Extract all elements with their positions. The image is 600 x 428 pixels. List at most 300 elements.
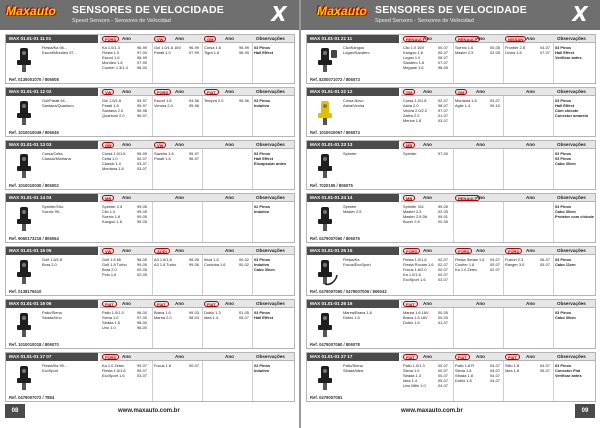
observation: 02 Pinos xyxy=(254,363,271,368)
column-divider xyxy=(202,96,203,136)
model-year: 09-10 xyxy=(490,103,500,108)
brand-badge: VW xyxy=(154,142,166,148)
application-list xyxy=(42,204,98,214)
column-header-ano: Ano xyxy=(122,36,131,41)
column-header-ano: Ano xyxy=(476,142,485,147)
observation: Com chicote xyxy=(555,108,579,113)
model-year: 98-00 xyxy=(137,65,147,70)
vehicle-model: Santana 2.0 xyxy=(102,108,123,113)
vehicle-model: Verona 2.0 xyxy=(154,103,173,108)
observation: Cabo 30cm xyxy=(555,315,576,320)
product-list xyxy=(0,34,299,404)
column-divider xyxy=(252,149,253,189)
table-header xyxy=(100,194,295,202)
model-year: 04-07 xyxy=(490,373,500,378)
table-header xyxy=(401,88,596,96)
column-header-ano: Ano xyxy=(526,301,535,306)
product-entry xyxy=(306,87,596,137)
brand-badge: MB xyxy=(403,195,415,201)
vehicle-model-column xyxy=(204,257,238,267)
model-year-column xyxy=(239,257,252,267)
model-year-column xyxy=(438,45,452,70)
vehicle-model: EcoSport 1.6 xyxy=(403,277,426,282)
application-list xyxy=(343,204,399,214)
vehicle-model: Idea 1.4 xyxy=(204,315,219,320)
observation: Hall Effect xyxy=(555,50,575,55)
model-year-column xyxy=(239,98,252,103)
vehicle-model: Master 2.5 xyxy=(403,209,422,214)
column-header-ano: Ano xyxy=(526,248,535,253)
column-header-observacoes: Observações xyxy=(557,248,586,253)
model-year: 03-07 xyxy=(438,277,448,282)
model-year: 99-05 xyxy=(137,219,147,224)
vehicle-model: Scenic 1.6 xyxy=(455,45,474,50)
model-year-column xyxy=(137,98,151,118)
footer-url[interactable]: www.maxauto.com.br xyxy=(401,408,463,414)
vehicle-table xyxy=(401,300,596,348)
column-header-observacoes: Observações xyxy=(557,142,586,147)
vehicle-model: Master 2.5 xyxy=(455,50,474,55)
vehicle-model: Quantum 2.0 xyxy=(102,113,125,118)
vehicle-model: Gol 1.6/1.8 xyxy=(102,98,122,103)
model-year: 96-99 xyxy=(239,45,249,50)
page-title: SENSORES DE VELOCIDADE xyxy=(72,4,225,16)
vehicle-model: Vectra 2.0/2.2 xyxy=(403,108,428,113)
product-photo xyxy=(310,98,340,128)
application-line: Doblo 1.6 xyxy=(343,315,360,320)
product-code: MAX 01.01-01 26 16 xyxy=(307,300,399,308)
application-line: Scenic 99... xyxy=(42,209,63,214)
column-header-ano: Ano xyxy=(476,301,485,306)
vehicle-model: Marea 2.0 xyxy=(154,315,172,320)
vehicle-model: Strada 1.5 xyxy=(102,320,120,325)
model-year: 05-07 xyxy=(239,315,249,320)
vehicle-model: Golf 1.8 Turbo xyxy=(102,262,127,267)
observation: Hall Effect xyxy=(254,156,274,161)
vehicle-model: Parati 1.8 xyxy=(102,103,119,108)
column-header-ano: Ano xyxy=(175,354,184,359)
column-divider xyxy=(252,308,253,348)
column-divider xyxy=(503,361,504,401)
vehicle-model: Ka 1.0/1.6 xyxy=(403,272,421,277)
product-code: MAX 01.01-01 13 03 xyxy=(6,141,98,149)
model-year: 95-98 xyxy=(137,108,147,113)
black-sensor-icon xyxy=(9,45,39,75)
observation-column xyxy=(254,151,294,166)
application-line: Golf 1.6/1.8 xyxy=(42,257,63,262)
observation-column xyxy=(254,204,294,214)
model-year: 04-07 xyxy=(490,368,500,373)
column-header-ano: Ano xyxy=(476,89,485,94)
model-year: 00-05 xyxy=(438,310,448,315)
vehicle-model-column xyxy=(455,257,489,272)
vehicle-model-column xyxy=(102,204,136,224)
vehicle-model-column xyxy=(102,363,136,378)
vehicle-table xyxy=(401,353,596,401)
vehicle-model-column xyxy=(204,98,238,103)
model-year: 99-03 xyxy=(189,310,199,315)
column-header-ano: Ano xyxy=(175,301,184,306)
column-header-observacoes: Observações xyxy=(557,195,586,200)
column-divider xyxy=(152,361,153,401)
vehicle-table xyxy=(401,88,596,136)
observation: 03 Pinos xyxy=(254,257,271,262)
reference-number: Ref. 1010010067 / 806074 xyxy=(310,130,360,135)
vehicle-model-column xyxy=(102,98,136,118)
model-year: 00-07 xyxy=(438,50,448,55)
product-code: MAX 01.01-01 11 01 xyxy=(6,35,98,43)
model-year: 01-07 xyxy=(438,320,448,325)
vehicle-model: Fiesta Sedan 1.6 xyxy=(455,257,485,262)
page-subtitle: Speed Sensors - Sensores de Velocidad xyxy=(72,18,171,24)
model-year: 00-05 xyxy=(438,219,448,224)
model-year-column xyxy=(490,98,503,108)
model-year-column xyxy=(438,310,452,325)
product-photo xyxy=(9,257,39,287)
product-entry xyxy=(306,352,596,402)
reference-number: Ref. 7020195 / 806075 xyxy=(310,183,353,188)
model-year: 04-07 xyxy=(540,45,550,50)
model-year-column xyxy=(189,363,202,368)
brand-badge: GM xyxy=(102,142,114,148)
product-code: MAX 01.01-01 22 12 xyxy=(307,88,399,96)
application-line: Santana/Quantum xyxy=(42,103,74,108)
column-divider xyxy=(202,308,203,348)
vehicle-model: Palio 1.0/1.3 xyxy=(403,363,425,368)
product-photo xyxy=(9,363,39,393)
model-year: 94-96 xyxy=(189,98,199,103)
reference-number: Ref. 1010010049 / 806046 xyxy=(9,130,59,135)
column-header-ano: Ano xyxy=(526,142,535,147)
brand-badge: GM xyxy=(403,89,415,95)
vehicle-model: Focus 1.6 xyxy=(154,363,172,368)
model-year: 04-07 xyxy=(540,363,550,368)
vehicle-table xyxy=(100,141,295,189)
column-divider xyxy=(553,43,554,83)
vehicle-model: Siena 1.0 xyxy=(102,315,119,320)
column-header-ano: Ano xyxy=(225,36,234,41)
vehicle-model: Gol 1.0/1.6 16V xyxy=(154,45,182,50)
product-code: MAX 01.01-01 15 05 xyxy=(6,247,98,255)
vehicle-model: Zafira 2.0 xyxy=(403,113,420,118)
column-header-ano: Ano xyxy=(225,89,234,94)
vehicle-model: Montana 1.8 xyxy=(455,98,477,103)
column-header-ano: Ano xyxy=(476,248,485,253)
vehicle-model-column xyxy=(505,363,539,373)
vehicle-model: Escort 1.8 xyxy=(154,98,172,103)
product-entry xyxy=(5,299,295,349)
reference-number: Ref. 0479007060 / 806076 xyxy=(310,236,360,241)
application-line: EcoSport xyxy=(42,368,59,373)
product-code: MAX 01.01-01 25 15 xyxy=(307,247,399,255)
model-year: 98-05 xyxy=(137,257,147,262)
application-list xyxy=(343,45,399,55)
observation: Indutivo xyxy=(254,262,270,267)
model-year: 95-96 xyxy=(239,98,249,103)
vehicle-model-column xyxy=(102,151,136,171)
model-year: 95-97 xyxy=(189,151,199,156)
footer-url[interactable]: www.maxauto.com.br xyxy=(118,408,180,414)
vehicle-model: Fiesta 1.0/1.6 xyxy=(102,368,126,373)
vehicle-model: Sandero 1.6 xyxy=(403,60,425,65)
column-divider xyxy=(453,96,454,136)
column-header-ano: Ano xyxy=(225,195,234,200)
vehicle-model: Meriva 1.8 xyxy=(403,118,422,123)
application-line: Master 2.5 xyxy=(343,209,362,214)
vehicle-model: Tempra 2.0 xyxy=(204,98,224,103)
column-divider xyxy=(252,202,253,242)
column-header-ano: Ano xyxy=(423,301,432,306)
brand-badge: FORD xyxy=(102,36,119,42)
model-year-column xyxy=(438,151,452,156)
vehicle-model: Fiesta 1.0/1.6 xyxy=(403,257,427,262)
observation: Conector amarelo xyxy=(555,113,589,118)
brand-badge: FIAT xyxy=(403,301,418,307)
application-line: Fiesta/Ka 99... xyxy=(42,363,68,368)
model-year: 00-07 xyxy=(137,156,147,161)
model-year: 01-05 xyxy=(239,310,249,315)
column-divider xyxy=(202,255,203,295)
column-divider xyxy=(503,96,504,136)
column-header-observacoes: Observações xyxy=(256,354,285,359)
product-code: MAX 01.01-01 14 04 xyxy=(6,194,98,202)
model-year: 02-07 xyxy=(438,257,448,262)
column-header-observacoes: Observações xyxy=(256,142,285,147)
brand-badge: MB xyxy=(403,142,415,148)
vehicle-model: Parati 1.0 xyxy=(154,50,171,55)
column-divider xyxy=(553,202,554,242)
application-line: Strada/Idea xyxy=(343,368,364,373)
column-header-observacoes: Observações xyxy=(557,89,586,94)
model-year: 00-05 xyxy=(137,267,147,272)
model-year: 00-07 xyxy=(438,363,448,368)
application-line: Logan/Sandero xyxy=(343,50,370,55)
column-divider xyxy=(152,308,153,348)
reference-number: Ref. 1010010030 / 806002 xyxy=(9,183,59,188)
model-year: 00-07 xyxy=(438,373,448,378)
vehicle-model: Ka 1.0 Zetec xyxy=(102,363,125,368)
column-divider xyxy=(202,149,203,189)
model-year: 03-07 xyxy=(137,161,147,166)
product-photo xyxy=(310,257,340,287)
model-year: 97-07 xyxy=(438,108,448,113)
reference-number: Ref. 8200071072 / 806073 xyxy=(310,77,360,82)
application-line: Strada/Uno xyxy=(42,315,62,320)
product-photo xyxy=(9,45,39,75)
column-header-ano: Ano xyxy=(423,89,432,94)
brand-logo: Maxauto xyxy=(317,4,368,18)
black-sensor-icon xyxy=(9,310,39,340)
column-divider xyxy=(152,202,153,242)
model-year: 03-07 xyxy=(137,373,147,378)
model-year: 00-02 xyxy=(239,262,249,267)
application-line: Marea/Brava 1.6 xyxy=(343,310,372,315)
product-entry xyxy=(5,193,295,243)
application-line: Sprinter xyxy=(343,204,357,209)
page-title: SENSORES DE VELOCIDADE xyxy=(375,4,528,16)
column-header-ano: Ano xyxy=(423,142,432,147)
application-line: Corsa/Celta xyxy=(42,151,63,156)
brand-badge: RENAULT xyxy=(455,36,480,42)
application-line: Classic/Montana xyxy=(42,156,71,161)
model-year: 97-99 xyxy=(189,50,199,55)
product-code: MAX 01.01-01 24 14 xyxy=(307,194,399,202)
brand-badge: FIAT xyxy=(505,354,520,360)
column-divider xyxy=(202,43,203,83)
application-list xyxy=(343,363,399,373)
observation: 03 Pinos xyxy=(555,310,572,315)
vehicle-model-column xyxy=(102,310,136,330)
model-year: 95-96 xyxy=(189,103,199,108)
column-header-ano: Ano xyxy=(423,195,432,200)
cable-sensor-icon xyxy=(310,257,340,287)
vehicle-model-column xyxy=(505,45,539,55)
vehicle-model-column xyxy=(403,310,437,325)
column-divider xyxy=(503,43,504,83)
model-year: 99-06 xyxy=(189,262,199,267)
application-list xyxy=(343,151,399,156)
column-header-ano: Ano xyxy=(175,142,184,147)
model-year: 04-07 xyxy=(490,257,500,262)
product-photo xyxy=(310,363,340,393)
model-year-column xyxy=(490,45,503,55)
vehicle-model: A3 1.8 Turbo xyxy=(154,262,177,267)
vehicle-table xyxy=(100,88,295,136)
column-header-ano: Ano xyxy=(175,36,184,41)
column-header-ano: Ano xyxy=(122,301,131,306)
observation: Hall Effect xyxy=(254,315,274,320)
product-code: MAX 01.01-01 17 07 xyxy=(6,353,98,361)
page-header xyxy=(301,0,600,30)
reference-number: Ref. 0479007060 / 806078 xyxy=(310,342,360,347)
column-divider xyxy=(553,255,554,295)
vehicle-model: Fiesta Rocam 1.6 xyxy=(403,262,434,267)
model-year-column xyxy=(239,310,252,320)
column-divider xyxy=(252,96,253,136)
application-list xyxy=(42,363,98,373)
observation: 03 Pinos xyxy=(555,204,572,209)
brand-badge: VW xyxy=(102,89,114,95)
model-year: 99-07 xyxy=(137,363,147,368)
observation: Protetor com chicote xyxy=(555,214,594,219)
application-line: Bora 2.0 xyxy=(42,262,57,267)
observation-column xyxy=(555,363,595,378)
brand-badge: FORD xyxy=(455,248,472,254)
vehicle-model-column xyxy=(403,204,437,224)
model-year: 02-05 xyxy=(490,50,500,55)
model-year: 96-99 xyxy=(137,55,147,60)
model-year-column xyxy=(438,204,452,224)
observation: 03 Pinos xyxy=(254,151,271,156)
vehicle-model: Kangoo 1.6 xyxy=(403,50,423,55)
observation-column xyxy=(555,45,595,60)
vehicle-model: Idea 1.8 xyxy=(505,368,520,373)
observation: Cabo 30cm xyxy=(555,161,576,166)
observation: Indutivo xyxy=(254,209,270,214)
column-header-ano: Ano xyxy=(225,354,234,359)
vehicle-table xyxy=(100,247,295,295)
model-year: 98-00 xyxy=(137,320,147,325)
vehicle-model: Doblo 1.3 xyxy=(204,310,221,315)
observation: 03 Pinos xyxy=(555,363,572,368)
product-list xyxy=(301,34,600,404)
brand-badge: VW xyxy=(154,36,166,42)
observation: 03 Pinos xyxy=(555,257,572,262)
black-sensor-icon xyxy=(9,363,39,393)
application-list xyxy=(343,257,399,267)
application-list xyxy=(42,151,98,161)
model-year: 04-07 xyxy=(490,378,500,383)
column-divider xyxy=(453,255,454,295)
observation: Verificar antes xyxy=(555,55,582,60)
column-header-ano: Ano xyxy=(122,195,131,200)
reference-number: Ref. 0135001070 / 806008 xyxy=(9,77,59,82)
vehicle-model: Bora 2.0 xyxy=(102,267,117,272)
brand-badge: GM xyxy=(455,89,467,95)
vehicle-model: Megane 1.6 xyxy=(403,65,424,70)
brand-badge: FIAT xyxy=(455,354,470,360)
table-header xyxy=(100,353,295,361)
black-sensor-icon xyxy=(9,257,39,287)
observation: Conector Fiat xyxy=(555,368,581,373)
vehicle-model: Ranger 3.0 xyxy=(505,262,525,267)
black-sensor-icon xyxy=(310,363,340,393)
black-sensor-icon xyxy=(9,204,39,234)
vehicle-model: Siena 1.0 xyxy=(403,368,420,373)
vehicle-model: Sprinter 2.5 xyxy=(102,204,123,209)
model-year: 04-07 xyxy=(490,363,500,368)
column-header-observacoes: Observações xyxy=(256,195,285,200)
column-divider xyxy=(252,255,253,295)
vehicle-model-column xyxy=(154,257,188,267)
model-year: 96-00 xyxy=(137,310,147,315)
observation: 03 Pinos xyxy=(555,156,572,161)
model-year: 00-07 xyxy=(438,368,448,373)
column-divider xyxy=(453,149,454,189)
black-sensor-icon xyxy=(310,204,340,234)
brand-badge: FORD xyxy=(403,248,420,254)
left-page xyxy=(0,0,299,428)
product-code: MAX 01.01-01 21 11 xyxy=(307,35,399,43)
application-list xyxy=(42,98,98,108)
vehicle-model: Brava 1.6 16V xyxy=(403,315,428,320)
model-year: 99-05 xyxy=(137,204,147,209)
column-header-observacoes: Observações xyxy=(256,36,285,41)
column-divider xyxy=(503,255,504,295)
vehicle-model-column xyxy=(403,363,437,388)
application-list xyxy=(343,310,399,320)
model-year-column xyxy=(137,363,151,378)
vehicle-model: Ibiza 1.6 xyxy=(204,257,219,262)
vehicle-model: Fusion 2.3 xyxy=(505,257,524,262)
model-year-column xyxy=(490,363,503,383)
column-header-ano: Ano xyxy=(122,142,131,147)
x-logo-icon: X xyxy=(271,2,287,26)
model-year: 99-05 xyxy=(137,214,147,219)
product-photo xyxy=(310,310,340,340)
column-header-observacoes: Observações xyxy=(557,301,586,306)
observation-column xyxy=(555,151,595,166)
application-list xyxy=(42,257,98,267)
brand-logo: Maxauto xyxy=(6,4,57,18)
model-year: 97-99 xyxy=(137,60,147,65)
model-year: 00-05 xyxy=(490,45,500,50)
model-year-column xyxy=(438,363,452,388)
column-header-ano: Ano xyxy=(526,195,535,200)
model-year: 03-07 xyxy=(490,98,500,103)
vehicle-model: Sprinter xyxy=(403,151,417,156)
observation: Cabo 11cm xyxy=(555,262,576,267)
